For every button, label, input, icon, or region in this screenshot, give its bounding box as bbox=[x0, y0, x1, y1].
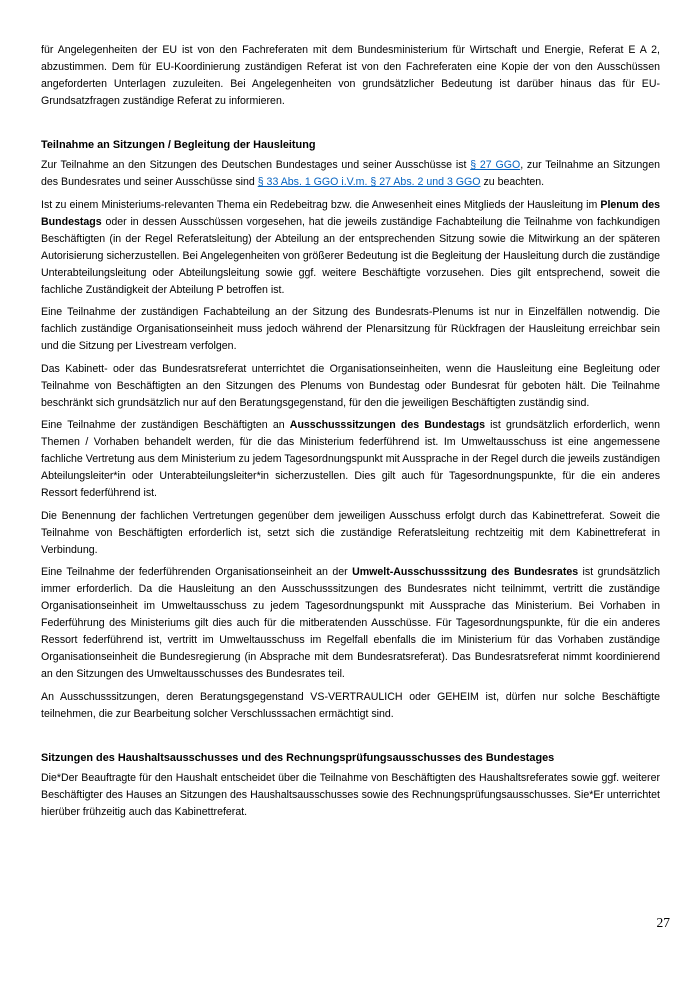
bold-text: Plenum des Bundestags bbox=[41, 198, 660, 228]
ggo-reference-link[interactable]: § 33 Abs. 1 GGO i.V.m. § 27 Abs. 2 und 3 GGO bbox=[257, 176, 481, 188]
text-run: Die*Der Beauftragte für den Haushalt entscheidet über die Teilnahme von Beschäftigten des Haushaltsreferates sowie ggf. weiterer Beschäftigter des Hauses an Sitzungen des Haushaltsausschusses sowie des Rechnungsprüfungsausschusses. Sie*Er unterrichtet hierüber frühzeitig auch das Kabinettreferat. bbox=[41, 771, 660, 818]
paragraph bbox=[41, 42, 660, 110]
bold-text: Umwelt-Ausschusssitzung des Bundesrates bbox=[352, 566, 579, 578]
text-run: Teilnahme an Sitzungen / Begleitung der Hausleitung bbox=[41, 139, 316, 151]
ggo-reference-link[interactable]: § 27 GGO bbox=[470, 159, 521, 171]
paragraph bbox=[41, 689, 660, 723]
text-run: Die Benennung der fachlichen Vertretungen gegenüber dem jeweiligen Ausschuss erfolgt durch das Kabinettreferat. Soweit die Teilnahme von Beschäftigten erforderlich ist, setzt sich die zuständige Referatsleitung rechtzeitig mit dem Kabinettreferat in Verbindung. bbox=[41, 509, 660, 556]
text-run: ist grundsätzlich erforderlich, wenn Themen / Vorhaben behandelt werden, für die das Ministerium federführend ist. Im Umweltausschuss ist eine angemessene fachliche Vertretung aus dem Ministerium zu jedem Tagesordnungspunkt mit Aussprache in der Regel durch die jeweils zuständigen Abteilungsleiter*in oder Unterabteilungsleiter*in sicherzustellen. Dies gilt auch für Tagesordnungspunkte, für die ein anderes Ressort federführend ist. bbox=[41, 419, 660, 499]
section-heading bbox=[41, 750, 660, 767]
paragraph bbox=[41, 361, 660, 412]
paragraph bbox=[41, 564, 660, 683]
document-body bbox=[41, 42, 660, 821]
text-run: Eine Teilnahme der zuständigen Beschäftigten an bbox=[41, 419, 290, 431]
paragraph bbox=[41, 417, 660, 502]
text-run: Ist zu einem Ministeriums-relevanten Thema ein Redebeitrag bzw. die Anwesenheit eines Mitglieds der Hausleitung im bbox=[41, 198, 601, 211]
paragraph bbox=[41, 304, 660, 355]
text-run: oder in dessen Ausschüssen vorgesehen, hat die jeweils zuständige Fachabteilung die Teilnahme von fachkundigen Beschäftigten (in der Regel Referatsleitung) der Abteilung an der entsprechenden Sitzung sowie die Mitwirkung an der späteren Autorisierung sicherzustellen. Bei Angelegenheiten von größerer Bedeutung ist die Begleitung der Hausleitung durch die zuständige Unterabteilungsleitung oder Abteilungsleitung sowie ggf. weitere Beschäftigte vorzusehen. Dies gilt entsprechend, soweit die fachliche Zuständigkeit der Abteilung P betroffen ist. bbox=[41, 215, 660, 296]
paragraph bbox=[41, 508, 660, 559]
section-heading bbox=[41, 137, 660, 154]
text-run: Sitzungen des Haushaltsausschusses und des Rechnungsprüfungsausschusses des Bundestages bbox=[41, 751, 555, 764]
text-run: ist grundsätzlich immer erforderlich. Da die Hausleitung an den Ausschusssitzungen des Bundesrates nicht teilnimmt, vertritt die zuständige Organisationseinheit im Umweltausschuss zu jedem Tagesordnungspunkt mit Aussprache das Ministerium. Bei Vorhaben in Federführung des Ministeriums gilt dies auch für die mitberatenden Ausschüsse. Für Tagesordnungspunkte, für die ein anderes Ressort federführend ist, vertritt im Umweltausschuss im Regelfall ebenfalls die im Ministerium für das Vorhaben zuständige Organisationseinheit die Bundesregierung (in Absprache mit dem Bundesratsreferat). Das Bundesratsreferat nimmt koordinierend an den Sitzungen des Umweltausschusses des Bundesrates teil. bbox=[41, 566, 660, 680]
text-run: An Ausschusssitzungen, deren Beratungsgegenstand VS-VERTRAULICH oder GEHEIM ist, dürfen nur solche Beschäftigte teilnehmen, die zur Bearbeitung solcher Verschlusssachen ermächtigt sind. bbox=[41, 690, 660, 720]
bold-text: Ausschusssitzungen des Bundestags bbox=[289, 419, 485, 431]
text-run: für Angelegenheiten der EU ist von den Fachreferaten mit dem Bundesministerium für Wirtschaft und Energie, Referat E A 2, abzustimmen. Dem für EU-Koordinierung zuständigen Referat ist von den Fachreferaten eine Kopie der von den Ausschüssen angeforderten Unterlagen zuzuleiten. Bei Angelegenheiten von grundsätzlicher Bedeutung ist darüber hinaus das für EU-Grundsatzfragen zuständige Referat zu informieren. bbox=[41, 44, 660, 107]
text-run: Zur Teilnahme an den Sitzungen des Deutschen Bundestages und seiner Ausschüsse ist bbox=[41, 159, 471, 171]
text-run: Eine Teilnahme der federführenden Organisationseinheit an der bbox=[41, 566, 353, 578]
text-run: Eine Teilnahme der zuständigen Fachabteilung an der Sitzung des Bundesrats-Plenums ist nur in Einzelfällen notwendig. Die fachlich zuständige Organisationseinheit muss jedoch während der Plenarsitzung für Rückfragen der Hausleitung erreichbar sein und die Sitzung per Livestream verfolgen. bbox=[41, 306, 660, 352]
text-run: , zur Teilnahme an Sitzungen des Bundesrates und seiner Ausschüsse sind bbox=[41, 159, 660, 188]
paragraph bbox=[41, 157, 660, 191]
paragraph bbox=[41, 197, 660, 299]
paragraph bbox=[41, 770, 660, 821]
page-number: 27 bbox=[656, 915, 670, 930]
text-run: Das Kabinett- oder das Bundesratsreferat unterrichtet die Organisationseinheiten, wenn die Hausleitung eine Begleitung oder Teilnahme von Beschäftigten an den Sitzungen des Plenums von Bundestag oder Bundesrat für geboten hält. Die Teilnahme beschränkt sich grundsätzlich nur auf den Beratungsgegenstand, für den die jeweiligen Beschäftigten zuständig sind. bbox=[41, 362, 660, 409]
text-run: zu beachten. bbox=[480, 176, 545, 188]
